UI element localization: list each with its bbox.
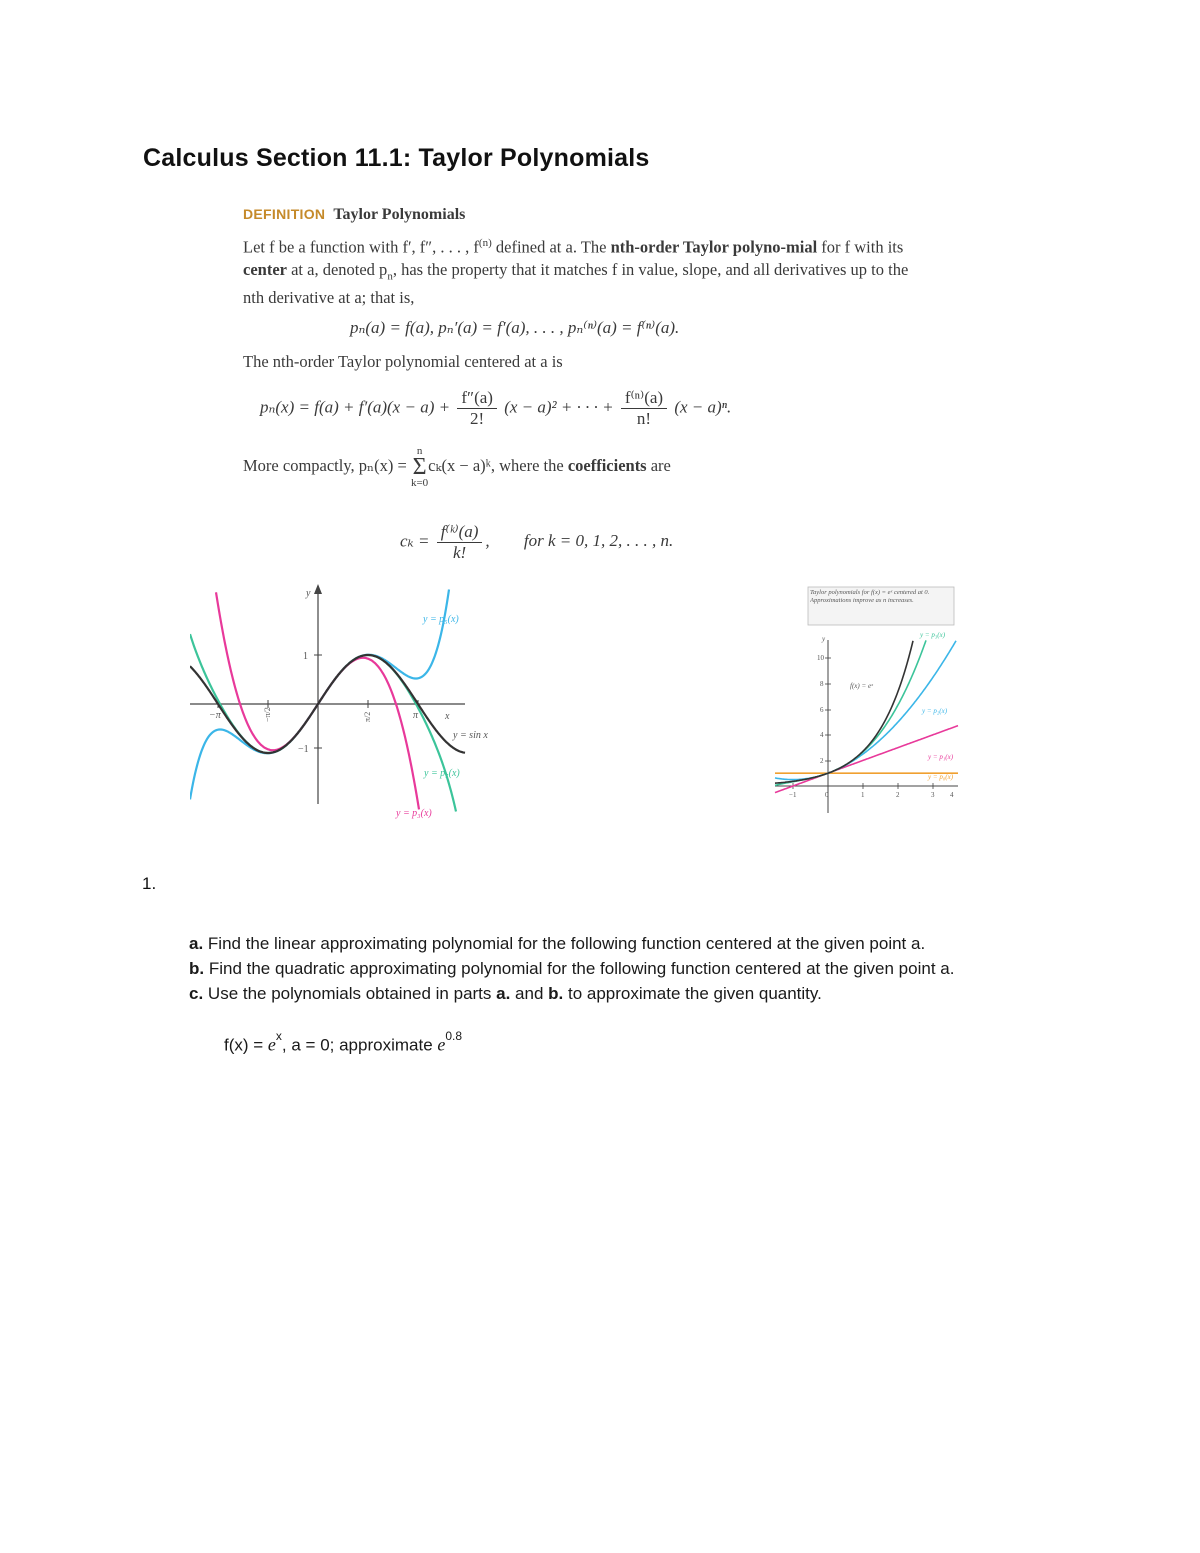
sine-taylor-figure bbox=[190, 582, 530, 832]
part-b: b. Find the quadratic approximating polynomial for the following function centered at the given point a. bbox=[189, 959, 955, 978]
tick-label-x4: 4 bbox=[950, 791, 954, 799]
equation-derivatives-match: pₙ(a) = f(a), pₙ′(a) = f′(a), . . . , pₙ⁽ⁿ⁾(a) = f⁽ⁿ⁾(a). bbox=[350, 318, 680, 337]
question-function: $f(x) = e^x$, a = 0; approximate $e^{0.8}$ bbox=[224, 1029, 463, 1055]
p1-label: y = p₁(x) bbox=[928, 753, 954, 761]
tick-label-1: 1 bbox=[303, 651, 308, 662]
definition-name: Taylor Polynomials bbox=[333, 206, 466, 223]
tick-label-neg-pi-half: −π/2 bbox=[263, 707, 272, 722]
tick-label-pi-half: π/2 bbox=[363, 711, 372, 722]
caption-text: Taylor polynomials for f(x) = eˣ centered at 0. Approximations improve as n increases. bbox=[810, 589, 930, 604]
tick-label-x0: 0 bbox=[825, 791, 829, 799]
x-axis-label: x bbox=[445, 711, 450, 722]
tick-label-xm1: −1 bbox=[789, 791, 797, 799]
tick-label-y10: 10 bbox=[817, 654, 824, 662]
tick-label-x2: 2 bbox=[896, 791, 900, 799]
tick-label-x3: 3 bbox=[931, 791, 935, 799]
tick-label-y4: 4 bbox=[820, 731, 824, 739]
equation-coefficients: cₖ = $\frac{\text{f⁽ᵏ⁾(a)}}{k!}$ , for k = 0, 1, 2, . . . , n. bbox=[400, 522, 674, 562]
tick-label-minus-1: −1 bbox=[298, 744, 309, 755]
p3-label: y = p₃(x) bbox=[396, 808, 432, 819]
equation-taylor-polynomial: pₙ(x) = f(a) + f′(a)(x − a) + $\frac{f''(a)}{2!}$ (x − a)² + · · · + $\frac{\text{f⁽ⁿ⁾(a)}}{n!}$ (x − a)ⁿ. bbox=[260, 388, 732, 428]
page-title: Calculus Section 11.1: Taylor Polynomials bbox=[143, 144, 650, 172]
question-number: 1. bbox=[142, 874, 157, 893]
y-axis-arrow bbox=[314, 584, 322, 594]
tick-label-y6: 6 bbox=[820, 706, 824, 714]
tick-label-y8: 8 bbox=[820, 680, 824, 688]
tick-label-x1: 1 bbox=[861, 791, 865, 799]
p0-label: y = p₀(x) bbox=[928, 773, 954, 781]
y-axis-label: y bbox=[306, 588, 311, 599]
part-c: c. Use the polynomials obtained in parts a. and b. to approximate the given quantity. bbox=[189, 984, 822, 1003]
f-label: f(x) = eˣ bbox=[850, 682, 874, 690]
tick-label-pi: π bbox=[413, 710, 419, 721]
p3-label: y = p₃(x) bbox=[920, 631, 946, 639]
p7-label: y = p₇(x) bbox=[424, 768, 460, 779]
exp-taylor-figure bbox=[770, 585, 970, 825]
definition-heading bbox=[243, 203, 923, 226]
question-parts bbox=[189, 931, 954, 1006]
p2-label: y = p₂(x) bbox=[922, 707, 948, 715]
definition-paragraph-2: The nth-order Taylor polynomial centered at a is bbox=[243, 352, 563, 371]
y-axis-label: y bbox=[822, 635, 826, 643]
sin-label: y = sin x bbox=[453, 730, 488, 741]
part-a: a. Find the linear approximating polynomial for the following function centered at the given point a. bbox=[189, 934, 926, 953]
definition-paragraph-3: More compactly, pₙ(x) = n Σ k=0cₖ(x − a)ᵏ, where the coefficients are bbox=[243, 445, 671, 489]
exp-curve bbox=[775, 641, 913, 783]
tick-label-neg-pi: −π bbox=[209, 710, 221, 721]
definition-paragraph-1: Let f be a function with f′, f″, . . . , $f^{(n)}$ defined at a. The nth-order Taylor polyno-mial for f with its center at a, denoted $p_n$, has the property that it matches f in value, slope, and all derivatives up to the nth derivative at a; that is, bbox=[243, 237, 909, 307]
tick-label-y2: 2 bbox=[820, 757, 824, 765]
p5-label: y = p₅(x) bbox=[423, 614, 459, 625]
definition-box bbox=[243, 203, 923, 309]
p3-curve bbox=[775, 640, 926, 785]
definition-tag: DEFINITION bbox=[243, 206, 326, 222]
